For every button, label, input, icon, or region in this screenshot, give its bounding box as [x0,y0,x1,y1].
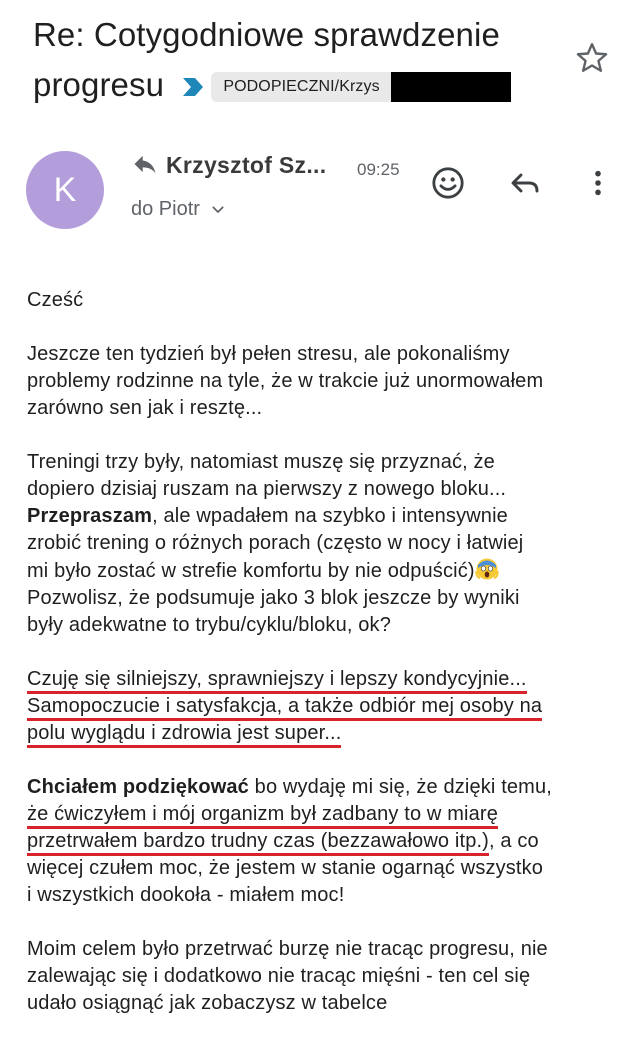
reply-icon [509,167,541,199]
body-line: dopiero dzisiaj ruszam na pierwszy z nowego bloku... [27,478,507,500]
greeting [27,287,612,314]
important-marker-icon [181,76,205,98]
bold-thanks: Chciałem podziękować [27,776,249,798]
more-options-button[interactable] [578,163,618,203]
body-line: Jeszcze ten tydzień był pełen stresu, ale pokonaliśmy [27,343,510,365]
chevron-down-icon [210,202,226,218]
screaming-face-emoji-icon [475,557,499,581]
underlined-text: że ćwiczyłem i mój organizm był zadbany to w miarę [27,803,498,829]
emoji-reaction-button[interactable] [428,163,468,203]
underlined-text: Czuję się silniejszy, sprawniejszy i lepszy kondycyjnie... [27,668,527,694]
body-line: były adekwatne to trybu/cyklu/bloku, ok? [27,614,391,636]
body-line-rest: bo wydaję mi się, że dzięki temu, [248,776,552,798]
underlined-text: przetrwałem bardzo trudny czas (bezzawałowo itp.) [27,830,489,856]
message-body [27,287,612,1044]
subject-line-2-text: progresu [33,66,165,103]
recipient-line[interactable] [131,198,226,221]
body-line [27,720,612,747]
greeting-text: Cześć [27,289,84,311]
body-line-rest: , ale wpadałem na szybko i intensywnie [152,505,508,527]
subject-line-1: Re: Cotygodniowe sprawdzenie [33,16,500,53]
subject-line-2 [33,60,563,110]
smiley-icon [431,166,465,200]
body-line: Treningi trzy były, natomiast muszę się przyznać, że [27,451,495,473]
label-chip[interactable] [211,72,511,102]
body-line [27,774,612,801]
body-line: problemy rodzinne na tyle, że w trakcie już unormowałem [27,370,544,392]
more-vert-icon [582,167,614,199]
body-line: Moim celem było przetrwać burzę nie tracąc progresu, nie [27,938,548,960]
body-line [27,557,612,585]
paragraph-5 [27,936,612,1017]
paragraph-1 [27,341,612,422]
body-line-text: mi było zostać w strefie komfortu by nie odpuścić) [27,560,475,582]
label-chip-text: PODOPIECZNI/Krzys [223,78,380,96]
body-line [27,693,612,720]
label-row [181,72,511,102]
body-line-rest: , a co [488,830,539,852]
reply-button[interactable] [505,163,545,203]
body-line [27,503,612,530]
body-line [27,828,612,855]
body-line: i wszystkich dookoła - miałem moc! [27,884,345,906]
body-line: zalewając się i dodatkowo nie tracąc mięśni - ten cel się [27,965,531,987]
body-line [27,801,612,828]
body-line [27,666,612,693]
paragraph-4 [27,774,612,909]
sender-name[interactable]: Krzysztof Sz... [166,152,327,178]
paragraph-2 [27,449,612,639]
underlined-text: polu wyglądu i zdrowia jest super... [27,722,341,748]
star-icon[interactable] [574,40,610,76]
avatar[interactable] [26,151,104,229]
paragraph-3 [27,666,612,747]
body-line: więcej czułem moc, że jestem w stanie ogarnąć wszystko [27,857,544,879]
redaction-box [391,72,511,102]
body-line: zrobić trening o różnych porach (często w nocy i łatwiej [27,532,524,554]
body-line: zarówno sen jak i resztę... [27,397,263,419]
body-line: Pozwolisz, że podsumuje jako 3 blok jeszcze by wyniki [27,587,520,609]
message-time: 09:25 [357,160,400,179]
replied-icon [131,150,159,178]
bold-apology: Przepraszam [27,505,153,527]
email-subject [33,10,563,110]
underlined-text: Samopoczucie i satysfakcja, a także odbiór mej osoby na [27,695,542,721]
avatar-letter: K [53,170,77,209]
recipient-text: do Piotr [131,198,200,220]
body-line: udało osiągnąć jak zobaczysz w tabelce [27,992,388,1014]
